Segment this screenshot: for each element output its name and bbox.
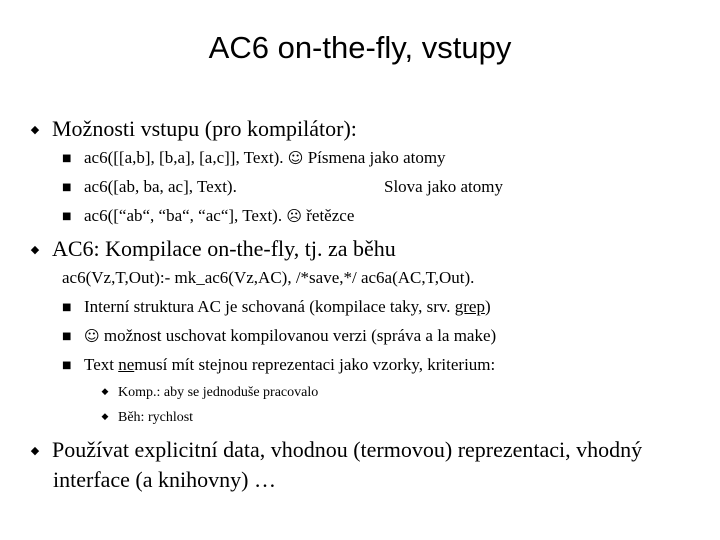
sub-bullet-save-compiled [62, 326, 496, 347]
sub-bullet-internal-structure [62, 297, 491, 318]
grep-text: grep [454, 297, 485, 316]
smiley-icon: ☺ [287, 149, 304, 167]
square-bullet-icon: ■ [62, 211, 72, 222]
square-bullet-icon: ■ [62, 182, 72, 193]
criterion-text: Komp.: aby se jednoduše pracovalo [118, 385, 319, 400]
ne-text: ne [118, 355, 135, 374]
text-part: Text [84, 355, 119, 374]
sub-bullet-letters [62, 148, 446, 169]
bullet-explicit-data [28, 437, 642, 464]
sub-bullet-representation [62, 355, 495, 376]
square-bullet-icon: ■ [62, 153, 72, 164]
square-bullet-icon: ■ [62, 302, 72, 313]
text-part: musí mít stejnou reprezentaci jako vzorky, kriterium: [134, 355, 496, 374]
text-part: ) [484, 297, 491, 316]
note-words: Slova jako atomy [384, 177, 503, 196]
bullet-text: Možnosti vstupu (pro kompilátor): [52, 116, 357, 141]
note-text: Písmena jako atomy [307, 148, 446, 167]
code-text: ac6([“ab“, “ba“, “ac“], Text). [84, 206, 283, 225]
diamond-bullet-icon: ◆ [101, 412, 109, 422]
text-part: Interní struktura AC je schovaná (kompilace taky, srv. [84, 297, 455, 316]
bullet-on-the-fly [28, 236, 396, 263]
code-line: ac6(Vz,T,Out):- mk_ac6(Vz,AC), /*save,*/ ac6a(AC,T,Out). [62, 268, 475, 287]
criterion-text: Běh: rychlost [118, 410, 194, 425]
code-text: ac6([[a,b], [b,a], [a,c]], Text). [84, 148, 284, 167]
diamond-bullet-icon: ◆ [30, 243, 40, 256]
note-text: řetězce [306, 206, 355, 225]
sub-bullet-words [62, 177, 237, 198]
diamond-bullet-icon: ◆ [30, 123, 40, 136]
smiley-icon: ☺ [84, 327, 100, 345]
criterion-compile [98, 383, 318, 402]
text-part: možnost uschovat kompilovanou verzi (správa a la make) [103, 326, 497, 345]
sub-bullet-strings [62, 206, 354, 227]
page-title: AC6 on-the-fly, vstupy [208, 30, 512, 65]
code-text: ac6([ab, ba, ac], Text). [84, 177, 237, 196]
frowny-icon: ☹ [286, 207, 302, 225]
diamond-bullet-icon: ◆ [101, 387, 109, 397]
square-bullet-icon: ■ [62, 360, 72, 371]
bullet-continuation: interface (a knihovny) … [53, 467, 276, 492]
criterion-runtime [98, 408, 193, 427]
bullet-input-options [28, 116, 357, 143]
bullet-text: AC6: Kompilace on-the-fly, tj. za běhu [52, 236, 396, 261]
bullet-text: Používat explicitní data, vhodnou (termovou) reprezentaci, vhodný [52, 437, 643, 462]
diamond-bullet-icon: ◆ [30, 444, 40, 457]
square-bullet-icon: ■ [62, 331, 72, 342]
